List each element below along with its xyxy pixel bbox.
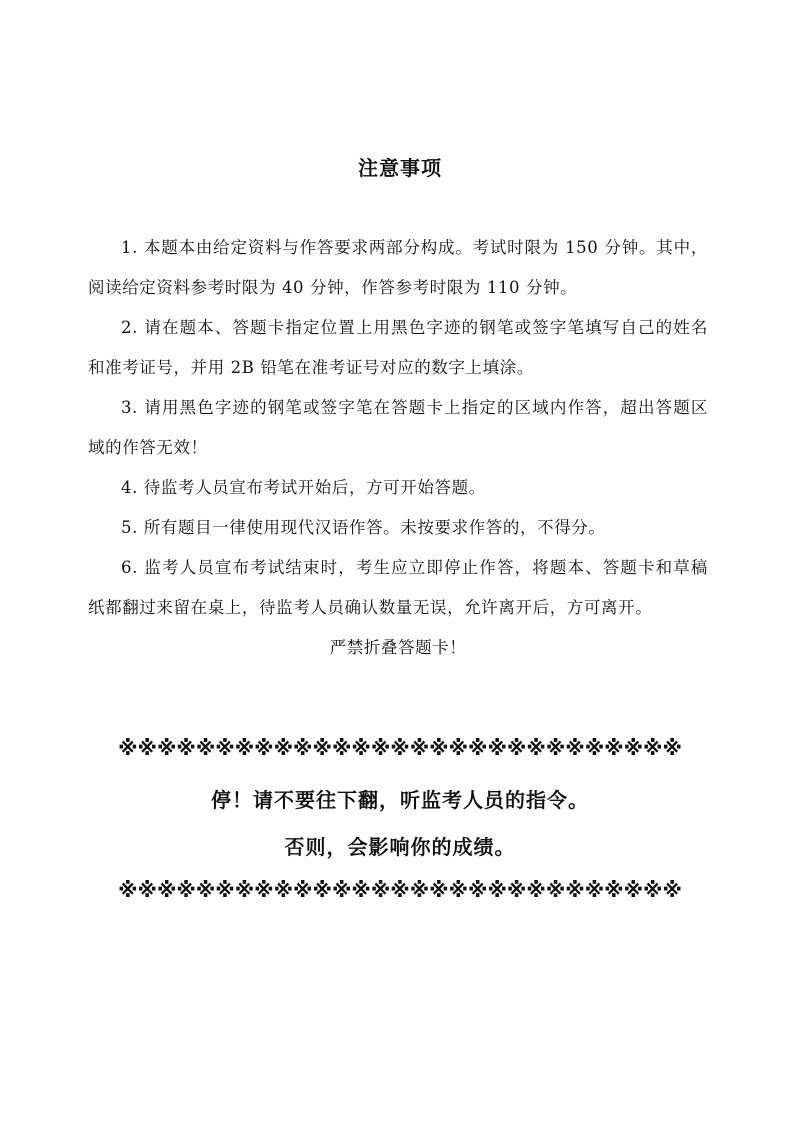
- page-title: 注意事项: [358, 156, 442, 180]
- fold-warning: 严禁折叠答题卡！: [329, 638, 467, 657]
- note-item-4: 4. 待监考人员宣布考试开始后，方可开始答题。: [121, 478, 486, 497]
- stop-divider-bottom: ※※※※※※※※※※※※※※※※※※※※※※※※※※※※※: [118, 878, 682, 902]
- note-item-3: 3. 请用黑色字迹的钢笔或签字笔在答题卡上指定的区域内作答，超出答题区域的作答无效！: [88, 398, 708, 457]
- stop-consequence: 否则，会影响你的成绩。: [284, 835, 516, 859]
- stop-divider-top: ※※※※※※※※※※※※※※※※※※※※※※※※※※※※※: [118, 736, 682, 760]
- notes-list: [88, 228, 708, 668]
- note-item-5: 5. 所有题目一律使用现代汉语作答。未按要求作答的，不得分。: [121, 518, 606, 537]
- note-item-1: 1. 本题本由给定资料与作答要求两部分构成。考试时限为 150 分钟。其中，阅读给定资料参考时限为 40 分钟，作答参考时限为 110 分钟。: [88, 238, 708, 297]
- note-item-6: 6. 监考人员宣布考试结束时，考生应立即停止作答，将题本、答题卡和草稿纸都翻过来留在桌上，待监考人员确认数量无误，允许离开后，方可离开。: [88, 558, 708, 617]
- note-item-2: 2. 请在题本、答题卡指定位置上用黑色字迹的钢笔或签字笔填写自己的姓名和准考证号，并用 2B 铅笔在准考证号对应的数字上填涂。: [88, 318, 708, 377]
- stop-instruction: 停！请不要往下翻，听监考人员的指令。: [211, 788, 589, 812]
